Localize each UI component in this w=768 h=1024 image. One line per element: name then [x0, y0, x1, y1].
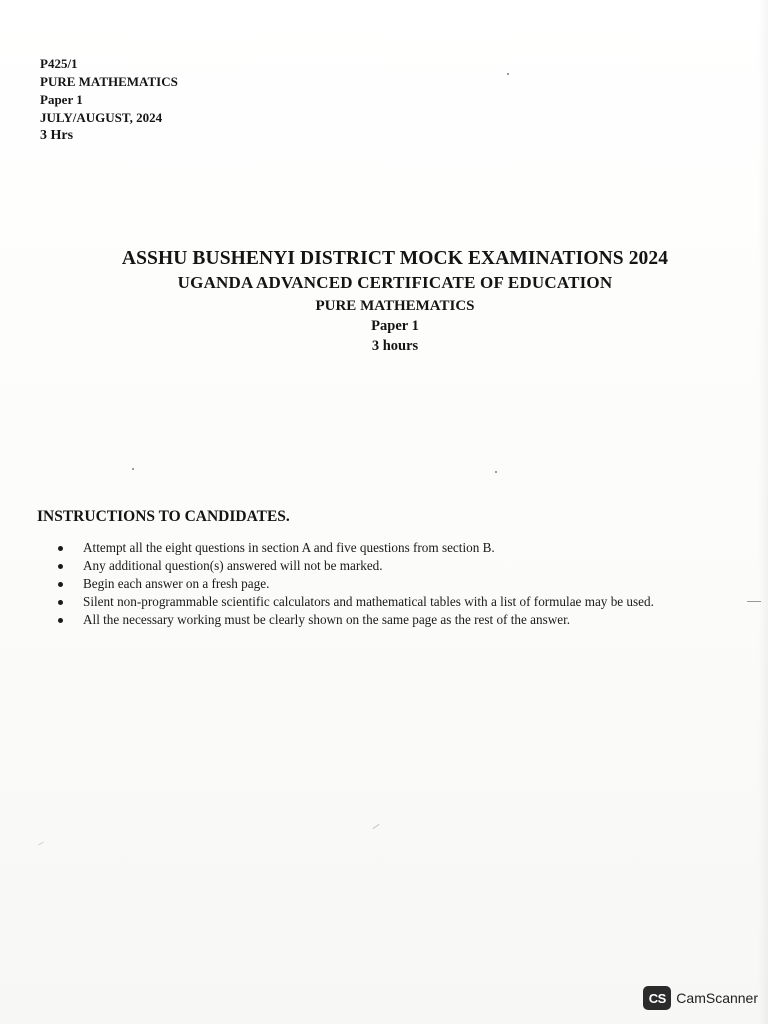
- scan-speck: [372, 824, 379, 829]
- scan-speck: [495, 471, 497, 473]
- instruction-text: Silent non-programmable scientific calculators and mathematical tables with a list of formulae may be used.: [83, 594, 654, 609]
- scan-speck: [747, 601, 761, 602]
- instruction-item: [56, 575, 654, 593]
- bullet-icon: [58, 582, 63, 587]
- camscanner-logo-icon: CS: [643, 986, 671, 1010]
- instruction-item: [56, 539, 654, 557]
- instruction-text: All the necessary working must be clearly shown on the same page as the rest of the answer.: [83, 612, 571, 627]
- exam-title-block: [0, 246, 768, 356]
- exam-title: ASSHU BUSHENYI DISTRICT MOCK EXAMINATIONS 2024: [121, 248, 669, 269]
- header-duration: 3 Hrs: [40, 128, 74, 143]
- instructions-heading: INSTRUCTIONS TO CANDIDATES.: [37, 508, 290, 525]
- paper-title: Paper 1: [371, 318, 419, 334]
- bullet-icon: [58, 618, 63, 623]
- bullet-icon: [58, 564, 63, 569]
- instructions-list: [56, 539, 654, 629]
- header-subject: PURE MATHEMATICS: [40, 74, 178, 89]
- instruction-item: [56, 557, 654, 575]
- subject-title: PURE MATHEMATICS: [315, 298, 475, 314]
- instruction-item: [56, 593, 654, 611]
- scan-speck: [507, 73, 509, 75]
- bullet-icon: [58, 600, 63, 605]
- paper-code: P425/1: [40, 56, 78, 71]
- duration-title: 3 hours: [371, 338, 419, 354]
- camscanner-watermark: [643, 986, 758, 1010]
- instruction-text: Begin each answer on a fresh page.: [83, 576, 270, 591]
- header-paper: Paper 1: [40, 92, 83, 107]
- paper-header: [40, 55, 178, 145]
- header-session: JULY/AUGUST, 2024: [40, 110, 163, 125]
- scan-speck: [38, 842, 44, 846]
- instruction-text: Attempt all the eight questions in section A and five questions from section B.: [83, 540, 495, 555]
- instruction-text: Any additional question(s) answered will not be marked.: [83, 558, 383, 573]
- page-edge-shadow: [758, 0, 768, 1024]
- certificate-title: UGANDA ADVANCED CERTIFICATE OF EDUCATION: [177, 273, 613, 292]
- instruction-item: [56, 611, 654, 629]
- bullet-icon: [58, 546, 63, 551]
- scan-speck: [132, 468, 134, 470]
- camscanner-label: CamScanner: [676, 990, 758, 1006]
